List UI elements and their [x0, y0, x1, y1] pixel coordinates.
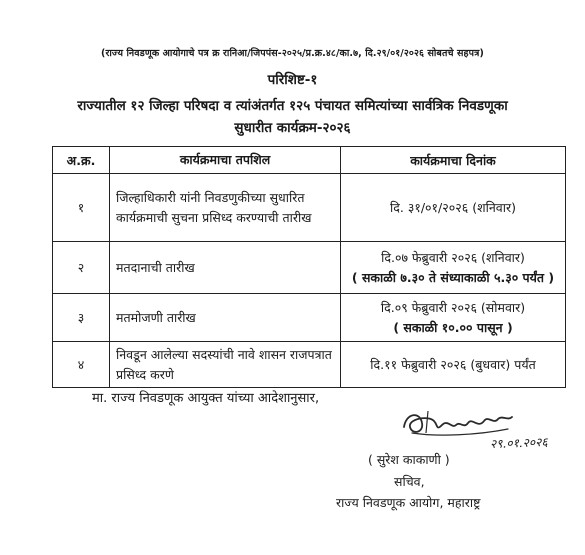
row-serial: १: [53, 174, 110, 242]
election-schedule-table: [52, 146, 566, 388]
signer-name: ( सुरेश काकाणी ): [368, 452, 450, 467]
row-date: [341, 242, 566, 294]
table-row: [53, 342, 566, 388]
row-date-text: दि.११ फेब्रुवारी २०२६ (बुधवार) पर्यंत: [370, 356, 536, 372]
table-row: [53, 242, 566, 294]
row-programme: निवडून आलेल्या सदस्यांची नावे शासन राजपत्रात प्रसिध्द करणे: [110, 342, 341, 388]
row-serial: ३: [53, 294, 110, 342]
row-programme: जिल्हाधिकारी यांनी निवडणुकीच्या सुधारित कार्यक्रमाची सुचना प्रसिध्द करण्याची तारीख: [110, 174, 341, 242]
document-title-line-2: सुधारीत कार्यक्रम-२०२६: [234, 120, 351, 136]
annexure-title: परिशिष्ट-१: [267, 72, 318, 88]
document-title-line-1: राज्यातील १२ जिल्हा परिषदा व त्यांअंतर्गत १२५ पंचायत समित्यांच्या सार्वत्रिक निवडणूका: [77, 98, 508, 114]
header-programme: कार्यक्रमाचा तपशिल: [110, 147, 341, 174]
signer-organisation: राज्य निवडणूक आयोग, महाराष्ट्र: [336, 495, 481, 510]
row-programme: मतदानाची तारीख: [110, 242, 341, 294]
table-header-row: [53, 147, 566, 174]
header-serial: अ.क्र.: [53, 147, 110, 174]
row-time-text: ( सकाळी ७.३० ते संध्याकाळी ५.३० पर्यंत ): [351, 269, 555, 285]
row-date: [341, 174, 566, 242]
row-date: [341, 294, 566, 342]
header-date: कार्यक्रमाचा दिनांक: [341, 147, 566, 174]
signature-date: २९.०१.२०२६: [489, 434, 548, 451]
row-date: [341, 342, 566, 388]
order-line: मा. राज्य निवडणूक आयुक्त यांच्या आदेशानुसार,: [92, 391, 320, 406]
row-date-text: दि. ३१/०१/२०२६ (शनिवार): [390, 199, 516, 215]
row-programme: मतमोजणी तारीख: [110, 294, 341, 342]
row-date-text: दि.०७ फेब्रुवारी २०२६ (शनिवार): [381, 249, 525, 265]
reference-line: (राज्य निवडणूक आयोगाचे पत्र क्र रानिआ/जिपपंस-२०२५/प्र.क्र.४८/का.७, दि.२९/०१/२०२६ सोबतचे सहपत्र): [101, 48, 484, 59]
row-time-text: ( सकाळी १०.०० पासून ): [393, 319, 513, 335]
table-row: [53, 174, 566, 242]
row-serial: ४: [53, 342, 110, 388]
row-serial: २: [53, 242, 110, 294]
signer-title: सचिव,: [394, 474, 425, 489]
table-row: [53, 294, 566, 342]
row-date-text: दि.०९ फेब्रुवारी २०२६ (सोमवार): [380, 299, 526, 315]
